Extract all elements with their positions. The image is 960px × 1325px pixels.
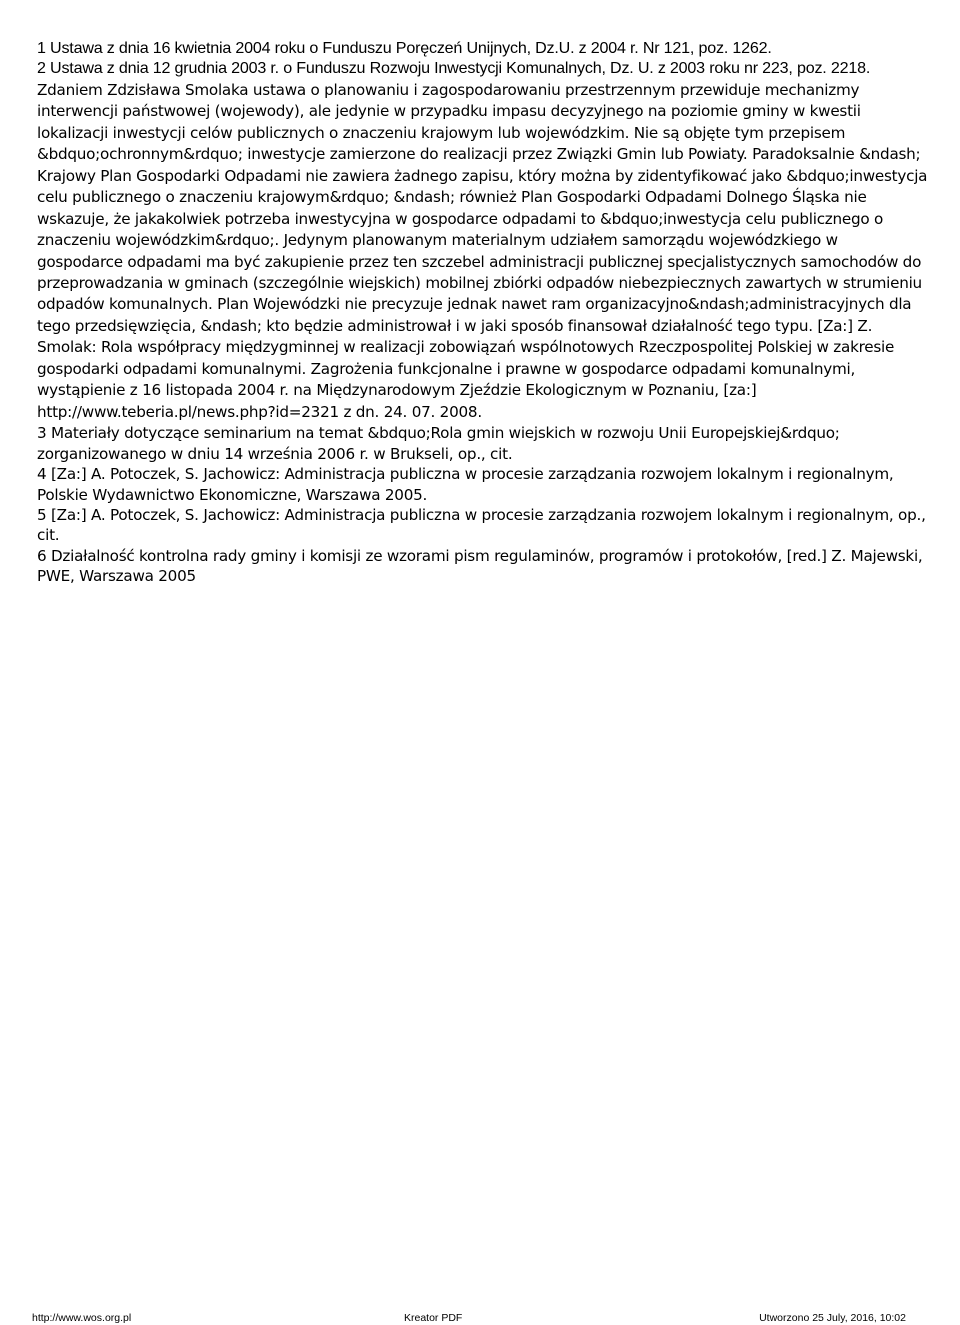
footnote-2-citation: 2 Ustawa z dnia 12 grudnia 2003 r. o Funduszu Rozwoju Inwestycji Komunalnych, Dz. U. z 2003 roku nr 223, poz. 2218. <box>37 59 871 78</box>
footnotes-section <box>32 38 928 587</box>
footnote-2 <box>32 58 928 423</box>
page-footer <box>32 1312 906 1325</box>
footer-created-timestamp: Utworzono 25 July, 2016, 10:02 <box>759 1312 906 1324</box>
footnote-4: 4 [Za:] A. Potoczek, S. Jachowicz: Administracja publiczna w procesie zarządzania rozwojem lokalnym i regionalnym, Polskie Wydawnictwo Ekonomiczne, Warszawa 2005. <box>37 465 894 504</box>
footer-generator-label: Kreator PDF <box>404 1312 463 1324</box>
footer-url-link[interactable]: http://www.wos.org.pl <box>32 1312 132 1324</box>
footnote-2-commentary: Zdaniem Zdzisława Smolaka ustawa o planowaniu i zagospodarowaniu przestrzennym przewiduje mechanizmy interwencji państwowej (wojewody), ale jedynie w przypadku impasu decyzyjnego na poziomie gminy w kwestii lokalizacji inwestycji celów publicznych o znaczeniu krajowym lub wojewódzkim. Nie są objęte tym przepisem &bdquo;ochronnym&rdquo; inwestycje zamierzone do realizacji przez Związki Gmin lub Powiaty. Paradoksalnie &ndash; Krajowy Plan Gospodarki Odpadami nie zawiera żadnego zapisu, który można by zidentyfikować jako &bdquo;inwestycja celu publicznego o znaczeniu krajowym&rdquo; &ndash; również Plan Gospodarki Odpadami Dolnego Śląska nie wskazuje, że jakakolwiek potrzeba inwestycyjna w gospodarce odpadami to &bdquo;inwestycja celu publicznego o znaczeniu wojewódzkim&rdquo;. Jedynym planowanym materialnym udziałem samorządu wojewódzkiego w gospodarce odpadami ma być zakupienie przez ten szczebel administracji publicznej specjalistycznych samochodów do przeprowadzania w gminach (szczególnie wiejskich) mobilnej zbiórki odpadów niebezpiecznych zawartych w strumieniu odpadów komunalnych. Plan Wojewódzki nie precyzuje jednak nawet ram organizacyjno&ndash;administracyjnych dla tego przedsięwzięcia, &ndash; kto będzie administrował i w jaki sposób finansował działalność tego typu. [Za:] Z. Smolak: Rola współpracy międzygminnej w realizacji zobowiązań wspólnotowych Rzeczpospolitej Polskiej w zakresie gospodarki odpadami komunalnymi. Zagrożenia funkcjonalne i prawne w gospodarce odpadami komunalnymi, wystąpienie z 16 listopada 2004 r. na Międzynarodowym Zjeździe Ekologicznym w Poznaniu, [za:] http://www.teberia.pl/news.php?id=2321 z dn. 24. 07. 2008. <box>37 80 928 421</box>
footnote-1: 1 Ustawa z dnia 16 kwietnia 2004 roku o Funduszu Poręczeń Unijnych, Dz.U. z 2004 r. Nr 121, poz. 1262. <box>37 39 772 57</box>
footnote-3: 3 Materiały dotyczące seminarium na temat &bdquo;Rola gmin wiejskich w rozwoju Unii Europejskiej&rdquo; zorganizowanego w dniu 14 września 2006 r. w Brukseli, op., cit. <box>37 424 840 463</box>
footnote-6: 6 Działalność kontrolna rady gminy i komisji ze wzorami pism regulaminów, programów i protokołów, [red.] Z. Majewski, PWE, Warszawa 2005 <box>37 546 923 586</box>
footnote-5: 5 [Za:] A. Potoczek, S. Jachowicz: Administracja publiczna w procesie zarządzania rozwojem lokalnym i regionalnym, op., cit. <box>37 505 926 545</box>
